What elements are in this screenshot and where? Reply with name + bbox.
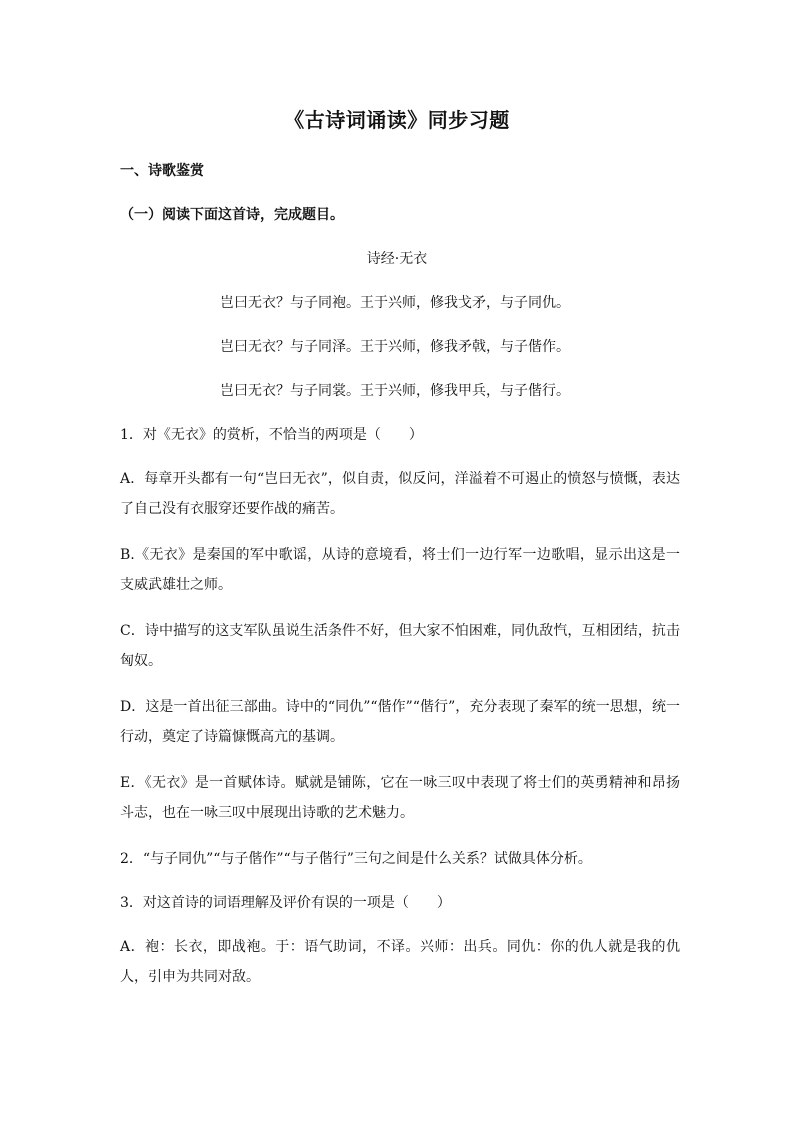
- document-title: 《古诗词诵读》同步习题: [284, 108, 510, 132]
- question-1-option-b: B.《无衣》是秦国的军中歌谣，从诗的意境看，将士们一边行军一边歌唱，显示出这是一支威武雄壮之师。: [120, 547, 680, 593]
- question-1-option-c: C．诗中描写的这支军队虽说生活条件不好，但大家不怕困难，同仇敌忾，互相团结，抗击匈奴。: [120, 623, 680, 669]
- question-3-option-a: A．袍：长衣，即战袍。于：语气助词，不译。兴师：出兵。同仇：你的仇人就是我的仇人，引申为共同对敌。: [120, 939, 680, 985]
- question-3: 3．对这首诗的词语理解及评价有误的一项是（ ）: [120, 895, 451, 911]
- subsection-heading: （一）阅读下面这首诗，完成题目。: [120, 207, 344, 223]
- question-1-option-a: A．每章开头都有一句“岂曰无衣”，似自责，似反问，洋溢着不可遏止的愤怒与愤慨，表达了自己没有衣服穿还要作战的痛苦。: [120, 471, 680, 517]
- poem-line: 岂曰无衣？与子同袍。王于兴师，修我戈矛，与子同仇。: [220, 295, 570, 311]
- section-heading: 一、诗歌鉴赏: [120, 163, 204, 179]
- poem-line: 岂曰无衣？与子同泽。王于兴师，修我矛戟，与子偕作。: [220, 339, 570, 355]
- poem-title: 诗经·无衣: [366, 251, 428, 267]
- question-1: 1．对《无衣》的赏析，不恰当的两项是（ ）: [120, 427, 423, 443]
- question-1-option-d: D．这是一首出征三部曲。诗中的“同仇”“偕作”“偕行”，充分表现了秦军的统一思想，统一行动，奠定了诗篇慷慨高亢的基调。: [120, 699, 680, 745]
- question-1-option-e: E．《无衣》是一首赋体诗。赋就是铺陈，它在一咏三叹中表现了将士们的英勇精神和昂扬斗志，也在一咏三叹中展现出诗歌的艺术魅力。: [120, 775, 680, 821]
- poem-line: 岂曰无衣？与子同裳。王于兴师，修我甲兵，与子偕行。: [220, 383, 570, 399]
- question-2: 2．“与子同仇”“与子偕作”“与子偕行”三句之间是什么关系？试做具体分析。: [120, 851, 592, 867]
